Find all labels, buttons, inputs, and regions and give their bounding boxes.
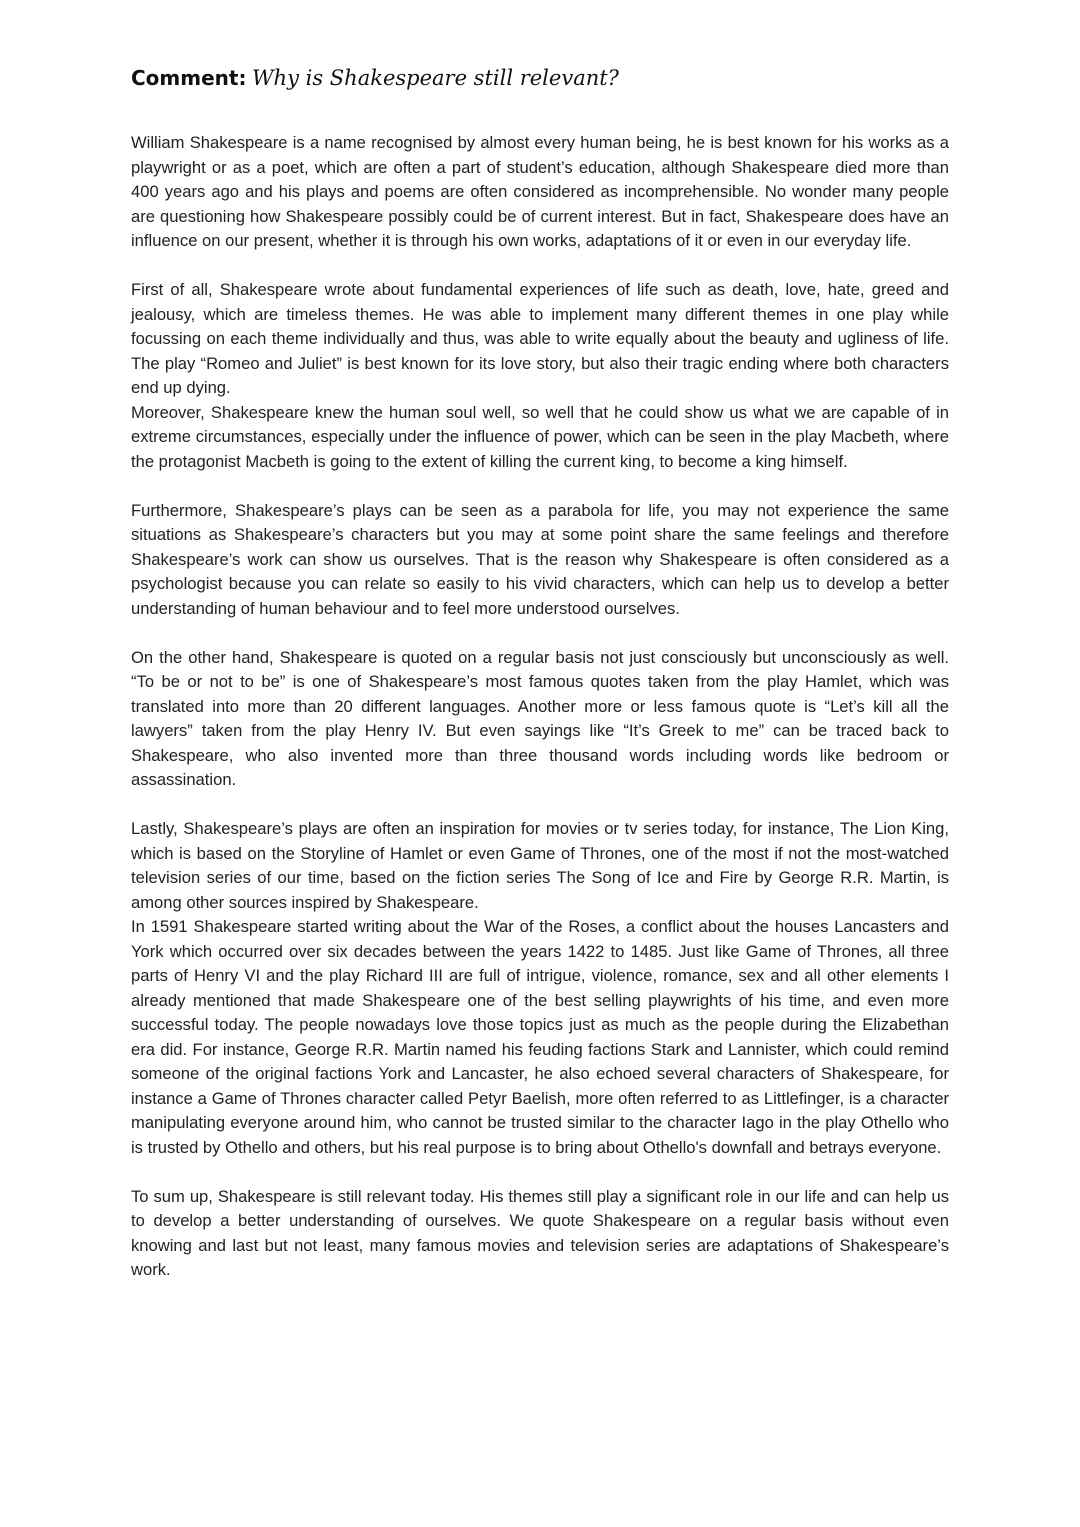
paragraph-war-of-the-roses: In 1591 Shakespeare started writing about the War of the Roses, a conflict about the houses Lancasters and York which occurred over six decades between the years 1422 to 1485. Just like Game of Thrones, all three parts of Henry VI and the play Richard III are full of intrigue, violence, romance, sex and all other elements I already mentioned that made Shakespeare one of the best selling playwrights of his time, and even more successful today. The people nowadays love those topics just as much as the people during the Elizabethan era did. For instance, George R.R. Martin named his feuding factions Stark and Lannister, which could remind someone of the original factions York and Lancaster, he also echoed several characters of Shakespeare, for instance a Game of Thrones character called Petyr Baelish, more often referred to as Littlefinger, is a character manipulating everyone around him, who cannot be trusted similar to the character Iago in the play Othello who is trusted by Othello and others, but his real purpose is to bring about Othello's downfall and betrays everyone. <box>131 917 949 1157</box>
paragraph-quotes: On the other hand, Shakespeare is quoted on a regular basis not just consciously but unconsciously as well. “To be or not to be” is one of Shakespeare’s most famous quotes taken from the play Hamlet, which was translated into more than 20 different languages. Another more or less famous quote is “Let’s kill all the lawyers” taken from the play Henry IV. But even sayings like “It’s Greek to me” can be traced back to Shakespeare, who also invented more than three thousand words including words like bedroom or assassination. <box>131 647 949 789</box>
paragraph-conclusion: To sum up, Shakespeare is still relevant today. His themes still play a significant role in our life and can help us to develop a better understanding of ourselves. We quote Shakespeare on a regular basis without even knowing and last but not least, many famous movies and television series are adaptations of Shakespeare’s work. <box>131 1186 949 1279</box>
document-page <box>131 62 949 1283</box>
paragraph-human-soul: Moreover, Shakespeare knew the human soul well, so well that he could show us what we are capable of in extreme circumstances, especially under the influence of power, which can be seen in the play Macbeth, where the protagonist Macbeth is going to the extent of killing the current king, to become a king himself. <box>131 402 949 471</box>
title-label: Comment: <box>131 66 247 90</box>
title-question: Why is Shakespeare still relevant? <box>251 66 619 90</box>
page-title <box>131 62 949 94</box>
paragraph-introduction: William Shakespeare is a name recognised by almost every human being, he is best known for his works as a playwright or as a poet, which are often a part of student’s education, although Shakespeare died more than 400 years ago and his plays and poems are often considered as incomprehensible. No wonder many people are questioning how Shakespeare possibly could be of current interest. But in fact, Shakespeare does have an influence on our present, whether it is through his own works, adaptations of it or even in our everyday life. <box>131 133 949 250</box>
paragraph-timeless-themes: First of all, Shakespeare wrote about fundamental experiences of life such as death, love, hate, greed and jealousy, which are timeless themes. He was able to implement many different themes in one play while focussing on each theme individually and thus, was able to write equally about the beauty and ugliness of life. The play “Romeo and Juliet” is best known for its love story, but also their tragic ending where both characters end up dying. <box>131 280 949 397</box>
paragraph-adaptations: Lastly, Shakespeare’s plays are often an inspiration for movies or tv series today, for instance, The Lion King, which is based on the Storyline of Hamlet or even Game of Thrones, one of the most if not the most-watched television series of our time, based on the fiction series The Song of Ice and Fire by George R.R. Martin, is among other sources inspired by Shakespeare. <box>131 819 949 912</box>
paragraph-parabola-for-life: Furthermore, Shakespeare’s plays can be seen as a parabola for life, you may not experience the same situations as Shakespeare’s characters but you may at some point share the same feelings and therefore Shakespeare’s work can show us ourselves. That is the reason why Shakespeare is often considered as a psychologist because you can relate so easily to his vivid characters, which can help us to develop a better understanding of human behaviour and to feel more understood ourselves. <box>131 500 949 618</box>
